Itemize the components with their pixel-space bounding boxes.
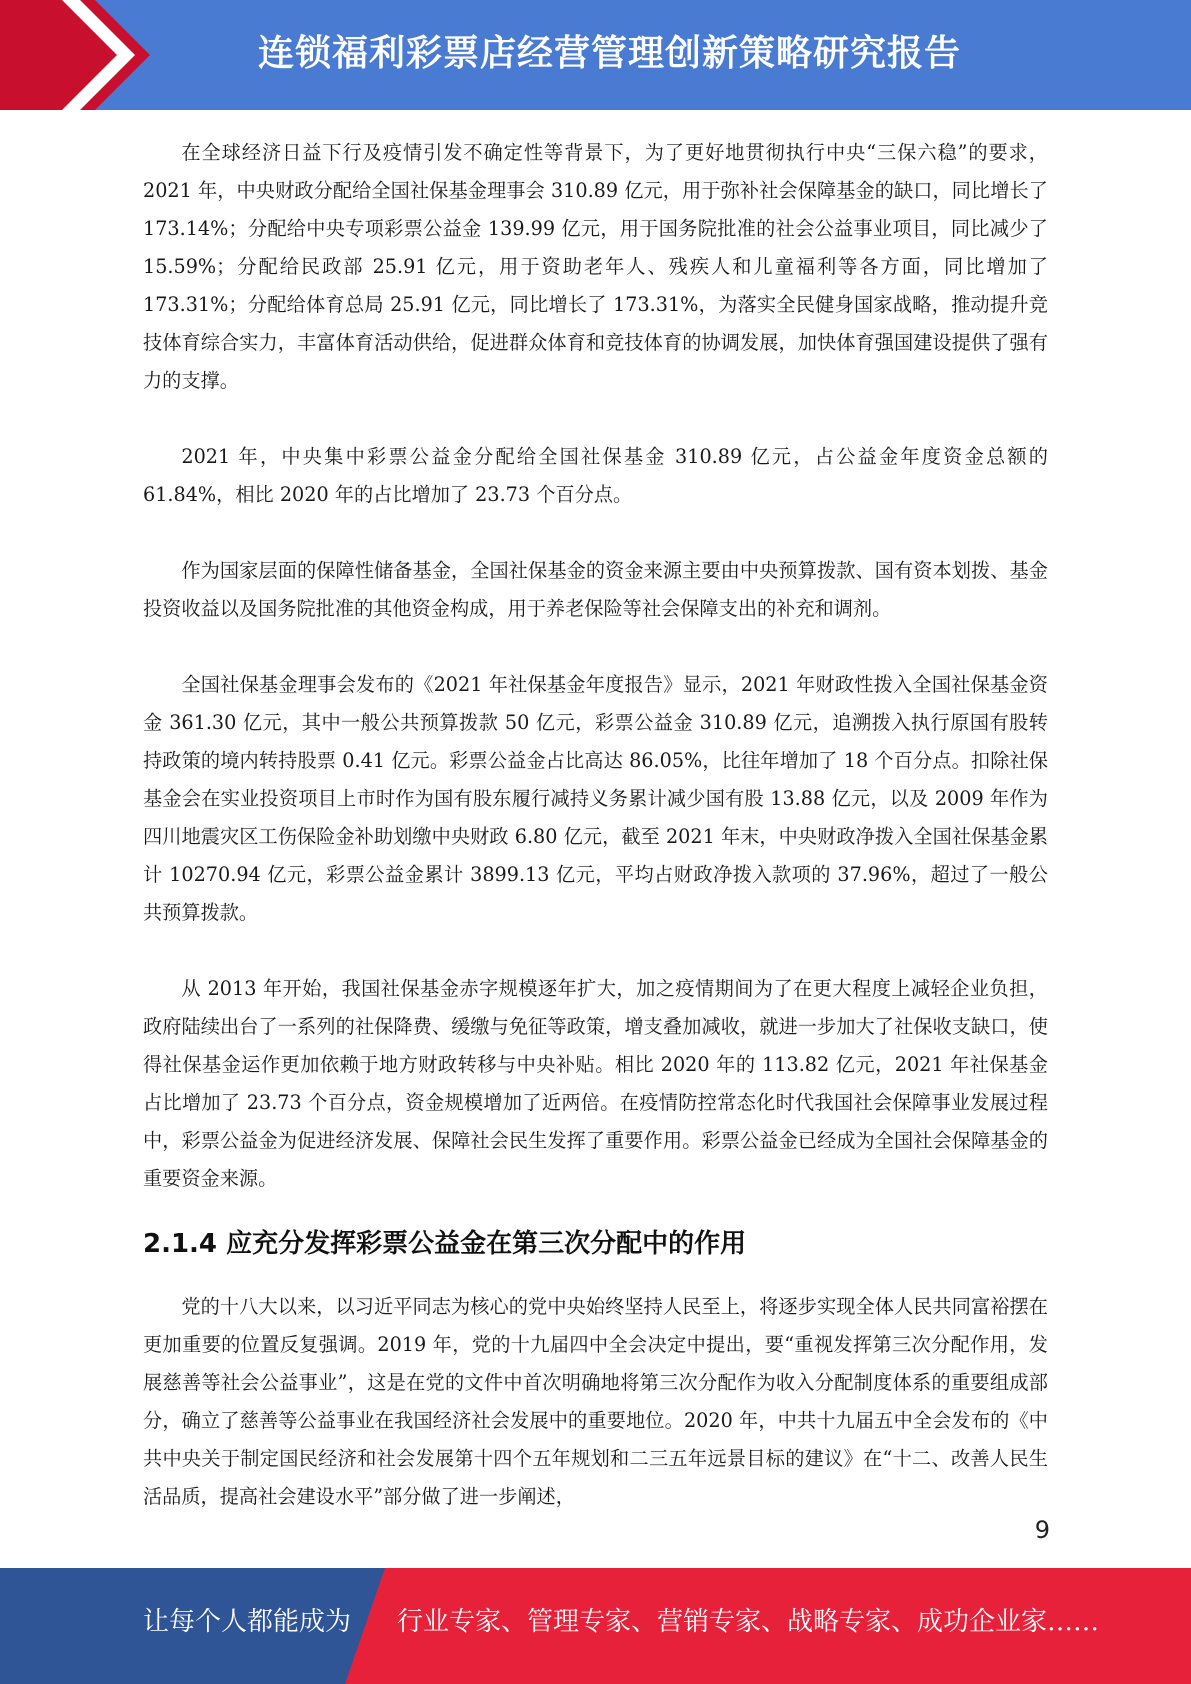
paragraph-5: 从 2013 年开始，我国社保基金赤字规模逐年扩大，加之疫情期间为了在更大程度上减轻企业负担，政府陆续出台了一系列的社保降费、缓缴与免征等政策，增支叠加减收，就进一步加大了社保收支缺口，使得社保基金运作更加依赖于地方财政转移与中央补贴。相比 2020 年的 113.82 亿元，2021 年社保基金占比增加了 23.73 个百分点，资金规模增加了近两倍。在疫情防控常态化时代我国社会保障事业发展过程中，彩票公益金为促进经济发展、保障社会民生发挥了重要作用。彩票公益金已经成为全国社会保障基金的重要资金来源。	[143, 977, 1048, 1190]
page-number: 9	[1034, 1516, 1050, 1544]
paragraph-6: 党的十八大以来，以习近平同志为核心的党中央始终坚持人民至上，将逐步实现全体人民共同富裕摆在更加重要的位置反复强调。2019 年，党的十九届四中全会决定中提出，要“重视发挥第三次分配作用，发展慈善等社会公益事业”，这是在党的文件中首次明确地将第三次分配作为收入分配制度体系的重要组成部分，确立了慈善等公益事业在我国经济社会发展中的重要地位。2020 年，中共十九届五中全会发布的《中共中央关于制定国民经济和社会发展第十四个五年规划和二三五年远景目标的建议》在“十二、改善人民生活品质，提高社会建设水平”部分做了进一步阐述，	[143, 1295, 1048, 1508]
page-header	[0, 0, 1191, 110]
section-heading: 2.1.4 应充分发挥彩票公益金在第三次分配中的作用	[143, 1229, 747, 1259]
paragraph-4: 全国社保基金理事会发布的《2021 年社保基金年度报告》显示，2021 年财政性拨入全国社保基金资金 361.30 亿元，其中一般公共预算拨款 50 亿元，彩票公益金 310.89 亿元，追溯拨入执行原国有股转持政策的境内转持股票 0.41 亿元。彩票公益金占比高达 86.05%，比往年增加了 18 个百分点。扣除社保基金会在实业投资项目上市时作为国有股东履行减持义务累计减少国有股 13.88 亿元，以及 2009 年作为四川地震灾区工伤保险金补助划缴中央财政 6.80 亿元，截至 2021 年末，中央财政净拨入全国社保基金累计 10270.94 亿元，彩票公益金累计 3899.13 亿元，平均占财政净拨入款项的 37.96%，超过了一般公共预算拨款。	[143, 673, 1048, 924]
paragraph-2: 2021 年，中央集中彩票公益金分配给全国社保基金 310.89 亿元，占公益金年度资金总额的 61.84%，相比 2020 年的占比增加了 23.73 个百分点。	[143, 445, 1048, 506]
paragraph-1: 在全球经济日益下行及疫情引发不确定性等背景下，为了更好地贯彻执行中央“三保六稳”的要求，2021 年，中央财政分配给全国社保基金理事会 310.89 亿元，用于弥补社会保障基金的缺口，同比增长了 173.14%；分配给中央专项彩票公益金 139.99 亿元，用于国务院批准的社会公益事业项目，同比减少了 15.59%；分配给民政部 25.91 亿元，用于资助老年人、残疾人和儿童福利等各方面，同比增加了 173.31%；分配给体育总局 25.91 亿元，同比增长了 173.31%，为落实全民健身国家战略，推动提升竞技体育综合实力，丰富体育活动供给，促进群众体育和竞技体育的协调发展，加快体育强国建设提供了强有力的支撑。	[143, 141, 1048, 392]
header-chevron-icon	[0, 0, 160, 110]
paragraph-3: 作为国家层面的保障性储备基金，全国社保基金的资金来源主要由中央预算拨款、国有资本划拨、基金投资收益以及国务院批准的其他资金构成，用于养老保险等社会保障支出的补充和调剂。	[143, 559, 1048, 620]
page-footer	[0, 1568, 1191, 1684]
page-content	[143, 134, 1048, 1554]
footer-slogan-left: 让每个人都能成为	[143, 1607, 352, 1637]
document-title: 连锁福利彩票店经营管理创新策略研究报告	[258, 33, 962, 74]
footer-slogan-right: 行业专家、管理专家、营销专家、战略专家、成功企业家……	[397, 1607, 1100, 1637]
